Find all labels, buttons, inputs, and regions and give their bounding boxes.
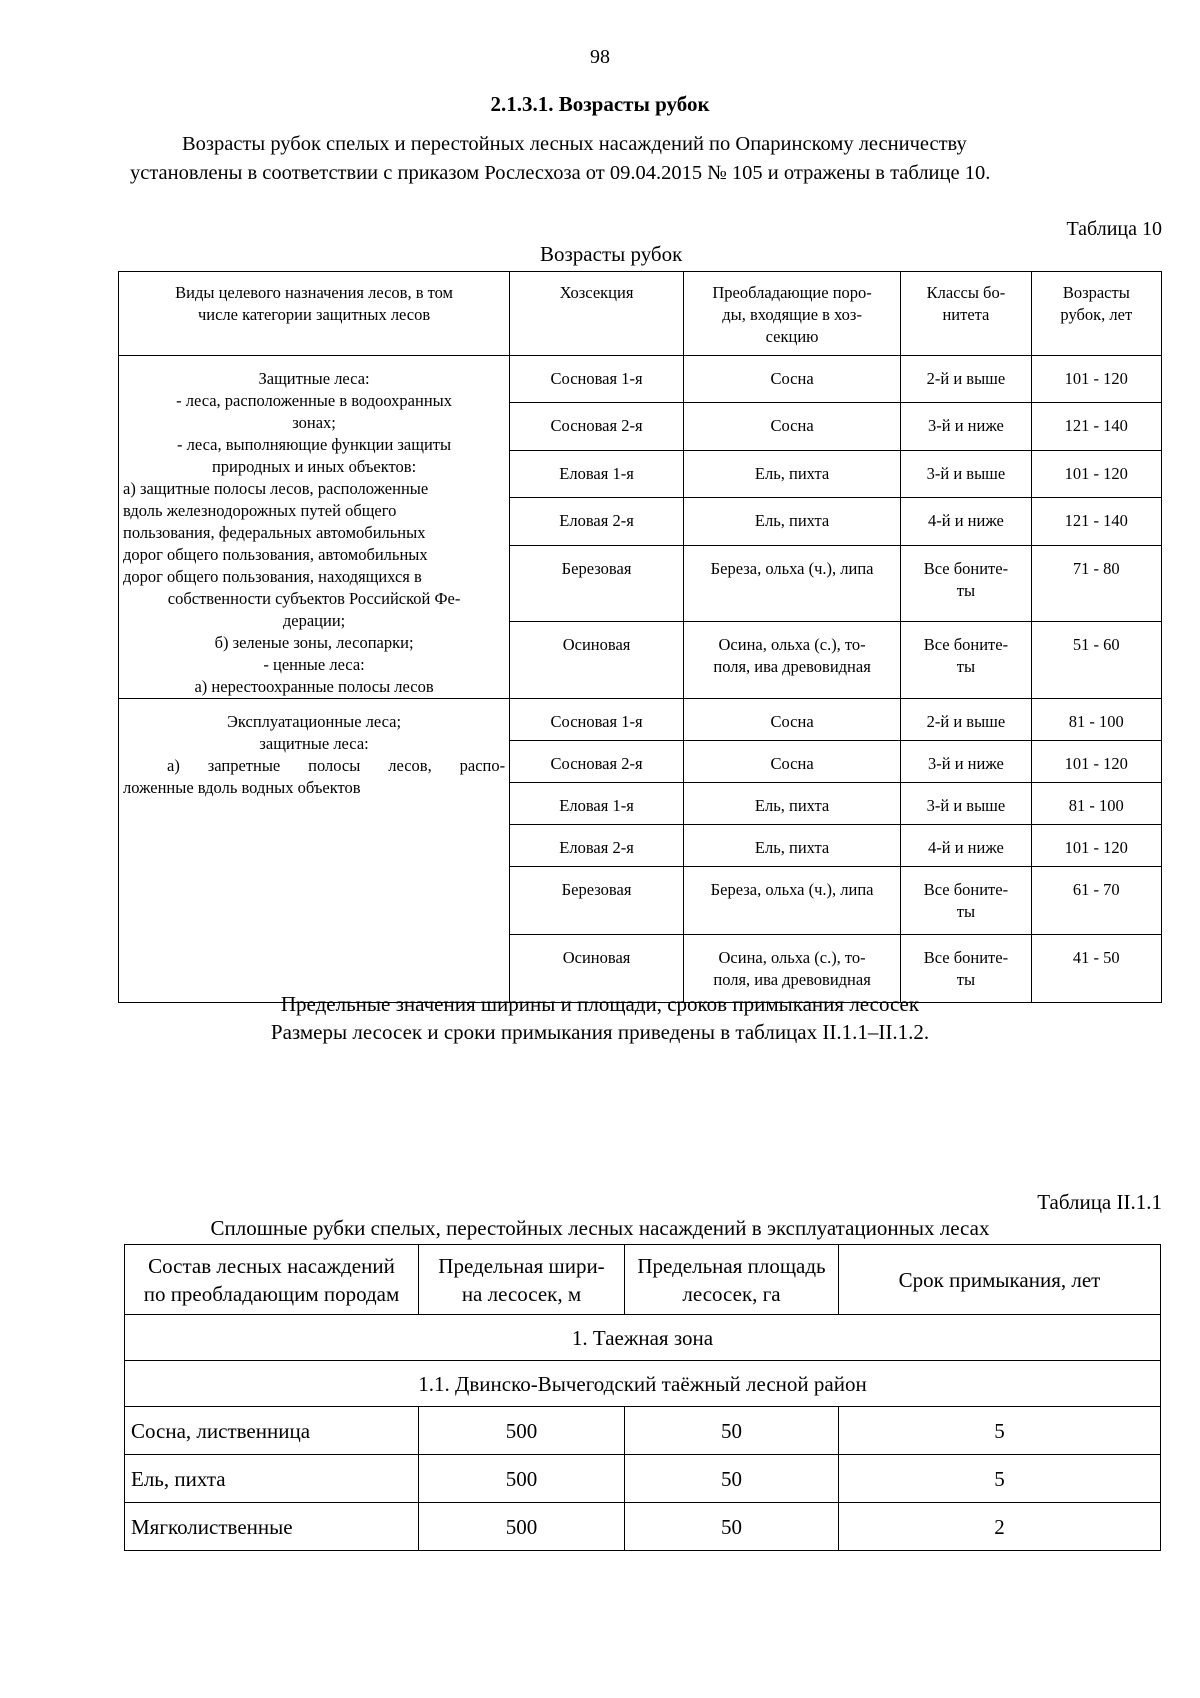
text-line: ты [956, 970, 976, 989]
species-cell [683, 867, 900, 935]
text-line: числе категории защитных лесов [197, 305, 431, 324]
header-area [625, 1245, 839, 1315]
table-row [125, 1503, 1161, 1551]
species-cell [683, 545, 900, 622]
text-line: Срок примыкания, лет [898, 1267, 1101, 1292]
table-row [125, 1455, 1161, 1503]
text-line: Береза, ольха (ч.), липа [710, 558, 874, 578]
limits-heading: Предельные значения ширины и площади, сроков примыкания лесосек [280, 992, 920, 1016]
species-cell [683, 783, 900, 825]
zone-cell: 1. Таежная зона [125, 1315, 1161, 1361]
text-line: пользования, федеральных автомобильных [123, 523, 426, 542]
text-line: 3-й и выше [926, 463, 1006, 483]
purpose-cell [119, 699, 510, 1003]
text-line: Сосна [770, 369, 814, 388]
section-cell: Еловая 2-я [510, 825, 684, 867]
section-cell: Сосновая 1-я [510, 699, 684, 741]
species-cell [683, 622, 900, 699]
text-line: ты [956, 580, 976, 600]
table-10-number: Таблица 10 [1066, 218, 1162, 240]
text-line: дорог общего пользования, автомобильных [123, 545, 428, 564]
bonitet-cell [901, 741, 1031, 783]
district-cell: 1.1. Двинско-Вычегодский таёжный лесной район [125, 1361, 1161, 1407]
age-cell: 51 - 60 [1031, 622, 1161, 699]
header-composition [125, 1245, 419, 1315]
bonitet-cell [901, 403, 1031, 450]
term-cell: 5 [839, 1407, 1161, 1455]
text-line: Ель, пихта [754, 796, 830, 815]
section-cell: Еловая 1-я [510, 783, 684, 825]
table-row [119, 356, 1162, 403]
text-line: Ель, пихта [754, 463, 830, 483]
text-line: 4-й и ниже [928, 838, 1004, 857]
composition-cell: Мягколиственные [125, 1503, 419, 1551]
clearcut-limits-table [124, 1244, 1161, 1551]
zone-row [125, 1315, 1161, 1361]
table-header-row [125, 1245, 1161, 1315]
text-line: ты [956, 657, 976, 677]
age-cell: 71 - 80 [1031, 545, 1161, 622]
bonitet-cell [901, 356, 1031, 403]
species-cell [683, 741, 900, 783]
header-age [1031, 272, 1161, 356]
bonitet-cell [901, 783, 1031, 825]
text-line: Виды целевого назначения лесов, в том [175, 283, 453, 302]
text-line: ложенные вдоль водных объектов [123, 778, 361, 797]
text-line: Классы бо- [926, 283, 1006, 302]
table-10-title: Возрасты рубок [540, 242, 683, 266]
text-line: ды, входящие в хоз- [722, 305, 862, 324]
intro-paragraph [130, 130, 1162, 188]
bonitet-cell [901, 498, 1031, 545]
age-cell: 121 - 140 [1031, 403, 1161, 450]
bonitet-cell [901, 867, 1031, 935]
table-row [125, 1407, 1161, 1455]
text-line: Предельная шири- [438, 1253, 605, 1278]
text-line: ты [956, 902, 976, 921]
text-line: на лесосек, м [461, 1281, 582, 1306]
bonitet-cell [901, 622, 1031, 699]
age-cell: 61 - 70 [1031, 867, 1161, 935]
section-cell: Березовая [510, 867, 684, 935]
text-line: природных и иных объектов: [211, 457, 417, 476]
age-cell: 101 - 120 [1031, 356, 1161, 403]
text-line: Сосна [770, 754, 814, 773]
text-line: - ценные леса: [263, 655, 365, 674]
section-cell: Сосновая 1-я [510, 356, 684, 403]
text-line: Эксплуатационные леса; [227, 712, 402, 731]
bonitet-cell [901, 699, 1031, 741]
section-cell: Еловая 1-я [510, 450, 684, 497]
species-cell [683, 403, 900, 450]
text-line: Все боните- [923, 948, 1009, 967]
header-width [419, 1245, 625, 1315]
text-line: Сосна [770, 416, 814, 436]
table-ii-1-1-title: Сплошные рубки спелых, перестойных лесных насаждений в эксплуатационных лесах [210, 1216, 990, 1240]
age-cell: 101 - 120 [1031, 825, 1161, 867]
term-cell: 5 [839, 1455, 1161, 1503]
composition-cell: Сосна, лиственница [125, 1407, 419, 1455]
purpose-cell [119, 356, 510, 699]
text-line: дерации; [282, 611, 346, 630]
age-cell: 101 - 120 [1031, 450, 1161, 497]
text-line: 4-й и ниже [928, 511, 1004, 531]
age-cell: 81 - 100 [1031, 783, 1161, 825]
header-purpose [119, 272, 510, 356]
section-cell: Сосновая 2-я [510, 741, 684, 783]
text-line: 3-й и ниже [928, 754, 1004, 773]
age-cell: 81 - 100 [1031, 699, 1161, 741]
area-cell: 50 [625, 1455, 839, 1503]
text-line: лесосек, га [682, 1281, 781, 1306]
age-cell: 41 - 50 [1031, 935, 1161, 1003]
area-cell: 50 [625, 1407, 839, 1455]
text-line: секцию [765, 327, 819, 346]
text-line: вдоль железнодорожных путей общего [123, 501, 397, 520]
table-row [119, 699, 1162, 741]
width-cell: 500 [419, 1455, 625, 1503]
species-cell [683, 498, 900, 545]
section-cell: Осиновая [510, 622, 684, 699]
text-line: 2-й и выше [926, 369, 1006, 388]
header-bonitet [901, 272, 1031, 356]
text-line: поля, ива древовидная [713, 657, 871, 677]
text-line: а) защитные полосы лесов, расположенные [123, 479, 429, 498]
age-cell: 121 - 140 [1031, 498, 1161, 545]
species-cell [683, 699, 900, 741]
bonitet-cell [901, 450, 1031, 497]
text-line: Все боните- [923, 635, 1009, 655]
text-line: собственности субъектов Российской Фе- [167, 589, 461, 608]
page-number: 98 [590, 46, 610, 68]
text-line: а) запретные полосы лесов, распо- [167, 756, 506, 775]
text-line: Все боните- [923, 880, 1009, 899]
text-line: а) нерестоохранные полосы лесов [194, 677, 434, 696]
species-cell [683, 825, 900, 867]
text-line: Ель, пихта [754, 511, 830, 531]
section-cell: Осиновая [510, 935, 684, 1003]
text-line: Береза, ольха (ч.), липа [710, 880, 874, 899]
section-cell: Березовая [510, 545, 684, 622]
age-cell: 101 - 120 [1031, 741, 1161, 783]
text-line: 3-й и выше [926, 796, 1006, 815]
text-line: б) зеленые зоны, лесопарки; [214, 633, 414, 652]
text-line: Хозсекция [559, 283, 634, 302]
term-cell: 2 [839, 1503, 1161, 1551]
cutting-age-table [118, 271, 1162, 1003]
header-section [510, 272, 684, 356]
table-ii-1-1-number: Таблица II.1.1 [1037, 1190, 1162, 1214]
text-line: Состав лесных насаждений [148, 1253, 395, 1278]
species-cell [683, 450, 900, 497]
text-line: Осина, ольха (с.), то- [718, 948, 866, 967]
text-line: Осина, ольха (с.), то- [718, 635, 866, 655]
text-line: Все боните- [923, 558, 1009, 578]
text-line: поля, ива древовидная [713, 970, 871, 989]
text-line: рубок, лет [1060, 305, 1133, 324]
bonitet-cell [901, 825, 1031, 867]
table-header-row [119, 272, 1162, 356]
text-line: 3-й и ниже [928, 416, 1004, 436]
text-line: зонах; [292, 413, 336, 432]
text-line: дорог общего пользования, находящихся в [123, 567, 422, 586]
text-line: Сосна [770, 712, 814, 731]
species-cell [683, 356, 900, 403]
text-line: - леса, выполняющие функции защиты [177, 435, 452, 454]
section-cell: Еловая 2-я [510, 498, 684, 545]
text-line: 2-й и выше [926, 712, 1006, 731]
intro-line: Возрасты рубок спелых и перестойных лесных насаждений по Опаринскому лесничеству [182, 133, 967, 155]
composition-cell: Ель, пихта [125, 1455, 419, 1503]
width-cell: 500 [419, 1407, 625, 1455]
limits-note: Размеры лесосек и сроки примыкания приведены в таблицах II.1.1–II.1.2. [270, 1020, 930, 1044]
intro-line: установлены в соответствии с приказом Рослесхоза от 09.04.2015 № 105 и отражены в таблице 10. [130, 162, 991, 184]
text-line: Возрасты [1062, 283, 1130, 302]
section-cell: Сосновая 2-я [510, 403, 684, 450]
header-species [683, 272, 900, 356]
bonitet-cell [901, 545, 1031, 622]
text-line: по преобладающим породам [143, 1281, 400, 1306]
text-line: Ель, пихта [754, 838, 830, 857]
text-line: Преобладающие поро- [712, 283, 872, 302]
area-cell: 50 [625, 1503, 839, 1551]
section-title: 2.1.3.1. Возрасты рубок [490, 92, 710, 116]
text-line: защитные леса: [259, 734, 369, 753]
width-cell: 500 [419, 1503, 625, 1551]
text-line: - леса, расположенные в водоохранных [176, 391, 453, 410]
text-line: Защитные леса: [258, 369, 370, 388]
district-row [125, 1361, 1161, 1407]
text-line: нитета [942, 305, 990, 324]
text-line: Предельная площадь [637, 1253, 826, 1278]
header-term [839, 1245, 1161, 1315]
